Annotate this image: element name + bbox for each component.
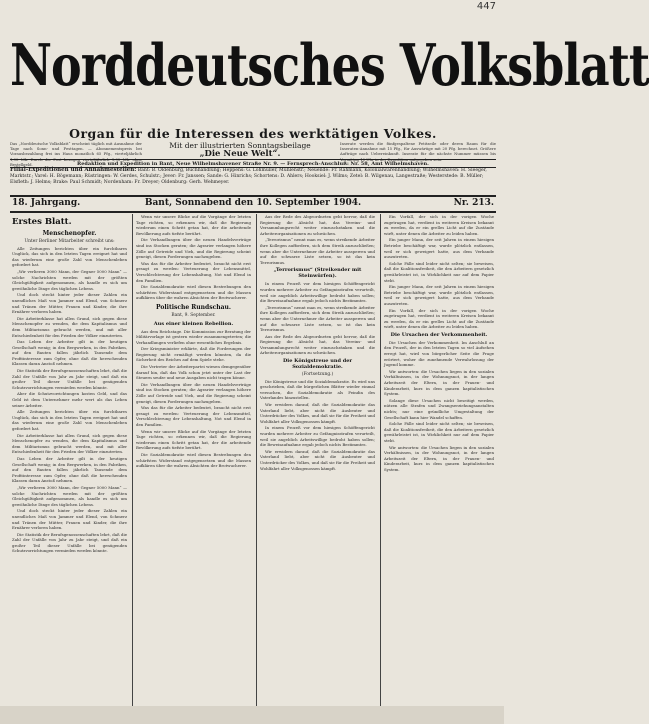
- dateline: [10, 198, 496, 210]
- paragraph: Alle Zeitungen berichten über ein furchtbares Unglück, das sich in den letzten Tagen ereignet hat und das wiederum eine große Zahl von Menschenleben gefordert hat.: [12, 245, 127, 268]
- paragraph: Solange diese Ursachen nicht beseitigt werden, nützen alle Strafen und Zwangserziehungsanstalten nichts; nur eine gründliche Umgestaltung der Gesellschaft kann hier Wandel schaffen.: [384, 397, 494, 420]
- column-separator: [380, 214, 381, 706]
- paragraph: Ein junger Mann, der seit Jahren in einem hiesigen Betriebe beschäftigt war, wurde plötzlich entlassen, weil er sich geweigert hatte, aus dem Verbande auszutreten.: [384, 237, 494, 260]
- masthead-title: Norddeutsches Volksblatt: [10, 31, 649, 99]
- supplement-notice: [140, 141, 340, 159]
- paragraph: Wir antworten: die Ursachen liegen in den sozialen Verhältnissen, in der Wohnungsnot, in der langen Arbeitszeit der Eltern, in der Frauen- und Kinderarbeit, kurz in dem ganzen kapitalistischen System.: [384, 444, 494, 472]
- paragraph: Aber die Schutzvorrichtungen kosten Geld, und das Geld ist dem Unternehmer mehr wert als das Leben seiner Arbeiter.: [12, 391, 127, 408]
- issue-number: Nr. 213.: [453, 198, 494, 208]
- paragraph: Aus der Rede des Abgeordneten geht hervor, daß die Regierung die Absicht hat, das Vereins- und Versammlungsrecht weiter einzuschränken und die Arbeiterorganisationen zu schwächen.: [260, 333, 375, 356]
- paragraph: Die Verhandlungen über die neuen Handelsverträge sind ins Stocken geraten; die Agrarier verlangen höhere Zölle auf Getreide und Vieh, und die Regierung scheint geneigt, diesen Forderungen nachzugeben.: [136, 237, 251, 260]
- paragraph: Die Statistik der Berufsgenossenschaften lehrt, daß die Zahl der Unfälle von Jahr zu Jahr steigt, und daß ein großer Teil dieser Unfälle bei genügenden Schutzvorrichtungen vermieden werden könnte.: [12, 368, 127, 390]
- paragraph: Wenn wir unsere Blicke auf die Vorgänge der letzten Tage richten, so erkennen wir, daß die Regierung wiederum einen Schritt getan hat, der die arbeitende Bevölkerung aufs tiefste berührt.: [136, 214, 251, 236]
- paragraph: „Terrorismus“ nennt man es, wenn streikende Arbeiter ihre Kollegen auffordern, sich dem Streik anzuschließen; wenn aber die Unternehmer die Arbeiter aussperren und auf die schwarze Liste setzen, so ist das kein Terrorismus.: [260, 237, 375, 265]
- paragraph: Was das für die Arbeiter bedeutet, braucht nicht erst gesagt zu werden: Verteuerung der Lebensmittel, Verschlechterung der Lebenshaltung, Not und Elend in den Familien.: [136, 260, 251, 283]
- paragraph: Die Ursachen der Verkommenheit. Im Anschluß an den Prozeß, der in den letzten Tagen so viel Aufsehen erregt hat, wird von bürgerlicher Seite die Frage erörtert, woher die zunehmende Verwahrlosung der Jugend komme.: [384, 339, 494, 368]
- paragraph: Und doch steckt hinter jeder dieser Zahlen ein unendliches Maß von Jammer und Elend, von Schmerz und Tränen der Mütter, Frauen und Kinder, die ihre Ernährer verloren haben.: [12, 508, 127, 531]
- supplement-line-1: Mit der illustrierten Sonntagsbeilage: [169, 141, 311, 150]
- paragraph: Die Sozialdemokratie wird diesen Bestrebungen den schärfsten Widerstand entgegensetzen und die Massen aufklären über die wahren Absichten der Brotwucherer.: [136, 451, 251, 469]
- paragraph: Wir erwidern darauf, daß die Sozialdemokratie das Vaterland liebt, aber nicht die Ausbeuter und Unterdrücker des Volkes, und daß sie für die Freiheit und Wohlfahrt aller Volksgenossen kämpft.: [260, 448, 375, 471]
- rule-date-top: [10, 195, 496, 197]
- paragraph: Aus der Rede des Abgeordneten geht hervor, daß die Regierung die Absicht hat, das Vereins- und Versammlungsrecht weiter einzuschränken und die Arbeiterorganisationen zu schwächen.: [260, 214, 375, 236]
- branch-offices-list: Bant: B. Oldenburg, Buchhandlung; Heppens: G. Lohmüller, Mühlenstr.; Neuende: Fr. Rahmann, Kolonialwarenhandlung; Wilhelmshaven: H. Sleeger, Marktstr.; Varel: H. Bögemann; Rüstringen: W. Gerdes, Schulstr.; Jever: Fr. Janssen; Sande: G. Hinrichs; Schortens: D. Ahlers; Hooksiel: J. Wilms; Zetel: B. Wilgenau, Langestraße; Westerstede: B. Müller; Elsfleth: J. Helms; Brake: Paul Schmidt; Nordenham: Fr. Dreyer; Oldenburg: Gerh. Wehmeyer.: [10, 168, 487, 185]
- column-2: [136, 214, 251, 706]
- supplement-line-2: „Die Neue Welt“.: [199, 149, 281, 159]
- paragraph: Wir erwidern darauf, daß die Sozialdemokratie das Vaterland liebt, aber nicht die Ausbeuter und Unterdrücker des Volkes, und daß sie für die Freiheit und Wohlfahrt aller Volksgenossen kämpft.: [260, 402, 375, 424]
- masthead-subtitle: Organ für die Interessen des werktätigen Volkes.: [69, 126, 437, 141]
- paragraph: In einem Prozeß vor dem hiesigen Schöffengericht wurden mehrere Arbeiter zu Gefängnisstrafen verurteilt, weil sie angeblich Arbeitswillige bedroht haben sollen; die Beweisaufnahme ergab jedoch nichts Bestimmtes.: [260, 425, 375, 448]
- paragraph: Alle Zeitungen berichten über ein furchtbares Unglück, das sich in den letzten Tagen ereignet hat und das wiederum eine große Zahl von Menschenleben gefordert hat.: [12, 409, 127, 431]
- paragraph: Ein Vorfall, der sich in der vorigen Woche zugetragen hat, verdient in weiteren Kreisen bekannt zu werden, da er ein grelles Licht auf die Zustände wirft, unter denen die Arbeiter zu leiden haben.: [384, 307, 494, 330]
- paragraph: Die Königstreue und die Sozialdemokratie. Es wird uns geschrieben, daß die bürgerlichen Blätter wieder einmal versuchen, die Sozialdemokratie als Feindin des Vaterlandes hinzustellen.: [260, 378, 375, 401]
- paragraph: In einem Prozeß vor dem hiesigen Schöffengericht wurden mehrere Arbeiter zu Gefängnisstrafen verurteilt, weil sie angeblich Arbeitswillige bedroht haben sollen; die Beweisaufnahme ergab jedoch nichts Bestimmtes.: [260, 281, 375, 304]
- politische-place-date: Bant, 9. September.: [171, 312, 216, 318]
- paragraph: „Terrorismus“ nennt man es, wenn streikende Arbeiter ihre Kollegen auffordern, sich dem Streik anzuschließen; wenn aber die Unternehmer die Arbeiter aussperren und auf die schwarze Liste setzen, so ist das kein Terrorismus.: [260, 304, 375, 333]
- paragraph: Solche Fälle sind leider nicht selten; sie beweisen, daß die Koalitionsfreiheit, die den Arbeitern gesetzlich gewährleistet ist, in Wirklichkeit nur auf dem Papier steht.: [384, 421, 494, 443]
- paragraph: Die Arbeiterklasse hat allen Grund, sich gegen diese Menschenopfer zu wenden, die dem Kapitalismus und dem Militarismus gebracht werden, und mit aller Entschiedenheit für den Frieden der Völker einzutreten.: [12, 432, 127, 455]
- rule-date-bottom: [10, 211, 496, 213]
- paragraph: Das Leben der Arbeiter gilt in der heutigen Gesellschaft wenig; in den Bergwerken, in den Fabriken, auf den Bauten fallen jährlich Tausende dem Profitinteresse zum Opfer, ohne daß die herrschenden Klassen daran Anstoß nehmen.: [12, 339, 127, 367]
- article-continuation-note: (Fortsetzung.): [301, 372, 334, 378]
- paragraph: Wenn wir unsere Blicke auf die Vorgänge der letzten Tage richten, so erkennen wir, daß die Regierung wiederum einen Schritt getan hat, der die arbeitende Bevölkerung aufs tiefste berührt.: [136, 428, 251, 451]
- article-byline: Unter Berliner Mitarbeiter schreibt uns:: [24, 239, 115, 244]
- paragraph: Die Arbeiterklasse hat allen Grund, sich gegen diese Menschenopfer zu wenden, die dem Kapitalismus und dem Militarismus gebracht werden, und mit aller Entschiedenheit für den Frieden der Völker einzutreten.: [12, 315, 127, 338]
- scan-bottom-edge: [0, 706, 504, 724]
- article-heading-ursachen: Die Ursachen der Verkommenheit.: [390, 331, 488, 338]
- paragraph: Ein junger Mann, der seit Jahren in einem hiesigen Betriebe beschäftigt war, wurde plötzlich entlassen, weil er sich geweigert hatte, aus dem Verbande auszutreten.: [384, 284, 494, 306]
- column-3: [260, 214, 375, 706]
- volume-number: 18. Jahrgang.: [12, 198, 81, 208]
- paragraph: „Wir verlieren 3000 Mann, der Gegner 5000 Mann“ — solche Nachrichten werden mit der größten Gleichgültigkeit aufgenommen, als handle es sich um gewöhnliche Dinge des täglichen Lebens.: [12, 268, 127, 291]
- advertising-notice: Inserate werden die fünfgespaltene Petitzeile oder deren Raum für die Inseraten-Annahme mit 15 Pfg., für Auswärtige mit 20 Pfg. berechnet. Größere Aufträge nach Uebereinkunft. Inserate für die nächste Nummer müssen bis: [340, 141, 496, 157]
- paragraph: „Wir verlieren 3000 Mann, der Gegner 5000 Mann“ — solche Nachrichten werden mit der größten Gleichgültigkeit aufgenommen, als handle es sich um gewöhnliche Dinge des täglichen Lebens.: [12, 484, 127, 507]
- paragraph: Die Statistik der Berufsgenossenschaften lehrt, daß die Zahl der Unfälle von Jahr zu Jahr steigt, und daß ein großer Teil dieser Unfälle bei genügenden Schutzvorrichtungen vermieden werden könnte.: [12, 531, 127, 554]
- first-page-heading: Erstes Blatt.: [12, 217, 72, 227]
- column-4: [384, 214, 494, 706]
- paragraph: Solche Fälle sind leider nicht selten; sie beweisen, daß die Koalitionsfreiheit, die den Arbeitern gesetzlich gewährleistet ist, in Wirklichkeit nur auf dem Papier steht.: [384, 260, 494, 283]
- subscription-notice: Das „Norddeutsche Volksblatt“ erscheint täglich mit Ausnahme der Tage nach Sonn- und Festtagen. — Abonnementspreis bei Vorausbezahlung frei ins Haus monatlich 65 Pfg., vierteljährlich Bestellgeld.: [10, 141, 142, 167]
- column-separator: [256, 214, 257, 706]
- paragraph: Was das für die Arbeiter bedeutet, braucht nicht erst gesagt zu werden: Verteuerung der Lebensmittel, Verschlechterung der Lebenshaltung, Not und Elend in den Familien.: [136, 405, 251, 427]
- rule-top: [10, 159, 496, 160]
- paragraph: Wir antworten: die Ursachen liegen in den sozialen Verhältnissen, in der Wohnungsnot, in der langen Arbeitszeit der Eltern, in der Frauen- und Kinderarbeit, kurz in dem ganzen kapitalistischen System.: [384, 368, 494, 397]
- paragraph: Ein Vorfall, der sich in der vorigen Woche zugetragen hat, verdient in weiteren Kreisen bekannt zu werden, da er ein grelles Licht auf die Zustände wirft, unter denen die Arbeiter zu leiden haben.: [384, 214, 494, 236]
- article-heading-menschenopfer: Menschenopfer.: [42, 230, 97, 237]
- page-number: 447: [476, 1, 496, 12]
- place-and-date: Bant, Sonnabend den 10. September 1904.: [144, 198, 362, 208]
- paragraph: Aus dem Reichstage. Die Kommission zur Beratung der Militärvorlage ist gestern wieder zusammengetreten; die Verhandlungen verliefen ohne wesentliches Ergebnis.: [136, 328, 251, 345]
- paragraph: Das Leben der Arbeiter gilt in der heutigen Gesellschaft wenig; in den Bergwerken, in den Fabriken, auf den Bauten fallen jährlich Tausende dem Profitinteresse zum Opfer, ohne daß die herrschenden Klassen daran Anstoß nehmen.: [12, 455, 127, 484]
- paragraph: Die Verhandlungen über die neuen Handelsverträge sind ins Stocken geraten; die Agrarier verlangen höhere Zölle auf Getreide und Vieh, und die Regierung scheint geneigt, diesen Forderungen nachzugeben.: [136, 381, 251, 404]
- column-1: [12, 214, 127, 706]
- paragraph: Die Sozialdemokratie wird diesen Bestrebungen den schärfsten Widerstand entgegensetzen und die Massen aufklären über die wahren Absichten der Brotwucherer.: [136, 284, 251, 301]
- paragraph: Die Vertreter der Arbeiterpartei wiesen demgegenüber darauf hin, daß das Volk schon jetzt unter der Last der Steuern seufze und neue Ausgaben nicht tragen könne.: [136, 364, 251, 381]
- redaction-line: Redaktion und Expedition in Bant, Neue Wilhelmshavener Straße Nr. 9. — Fernsprech-Anschluß: Nr. 58, Amt Wilhelmshaven.: [77, 161, 429, 167]
- article-heading-koenigstreue: Die Königstreue und der Sozialdemokratie.: [282, 358, 353, 371]
- article-heading-terrorismus: „Terrorismus“ (Streikender mit Steinwürfen).: [273, 267, 362, 280]
- branch-offices-label: Filial-Expeditionen und Annahmestellen:: [10, 167, 137, 173]
- column-separator: [132, 214, 133, 706]
- section-heading-politische-rundschau: Politische Rundschau.: [156, 303, 231, 311]
- paragraph: Der Kriegsminister erklärte, daß die Forderungen der Regierung nicht ermäßigt werden könnten, da die Sicherheit des Reiches auf dem Spiele stehe.: [136, 346, 251, 363]
- branch-offices: [10, 168, 496, 185]
- paragraph: Und doch steckt hinter jeder dieser Zahlen ein unendliches Maß von Jammer und Elend, von Schmerz und Tränen der Mütter, Frauen und Kinder, die ihre Ernährer verloren haben.: [12, 292, 127, 315]
- article-heading-rebellion: Aus einer kleinen Rebellion.: [153, 320, 234, 327]
